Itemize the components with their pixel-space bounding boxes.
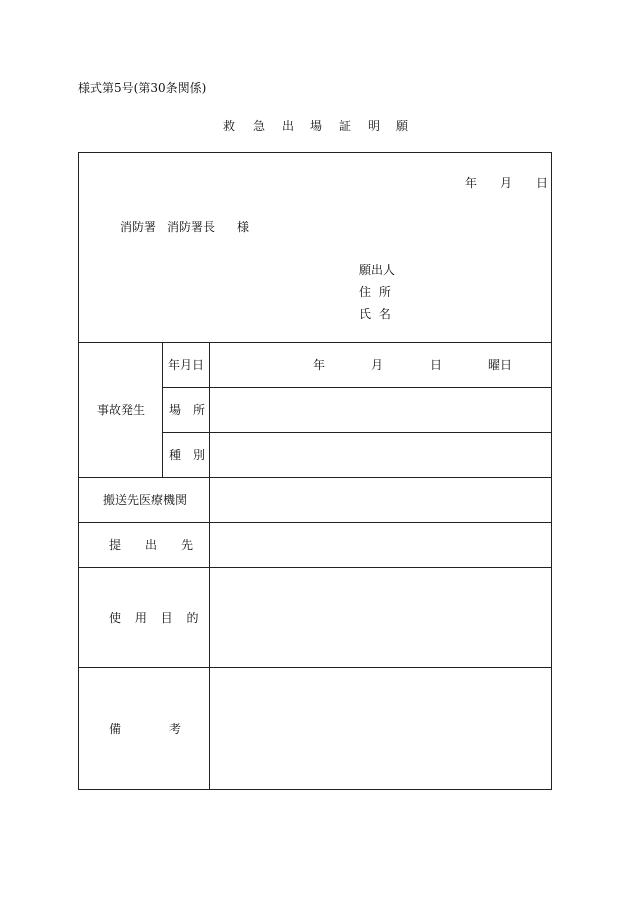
accident-type-label: 種 別 [169,448,206,462]
title-char: 出 [282,119,295,133]
applicant-address-label: 住 所 [359,285,393,299]
remarks-label-left: 備 [109,722,122,736]
date-year-label: 年 [465,176,478,190]
form-number: 様式第5号(第30条関係) [78,81,207,95]
date-month-label: 月 [500,176,513,190]
applicant-name-label: 氏 名 [359,307,393,321]
addressee-chief: 消防署長 [167,220,216,234]
accident-month-unit: 月 [371,358,384,372]
addressee-office: 消防署 [120,220,157,234]
title-char: 急 [253,119,266,133]
row-divider [78,342,552,343]
hospital-label: 搬送先医療機関 [103,493,188,507]
accident-section-label: 事故発生 [97,403,146,417]
date-day-label: 日 [536,176,549,190]
applicant-label: 願出人 [359,263,396,277]
title-char: 場 [310,119,323,133]
row-divider [162,432,552,433]
purpose-label: 使 用 目 的 [109,611,204,625]
row-divider [162,387,552,388]
remarks-label-right: 考 [169,722,182,736]
accident-date-label: 年月日 [168,358,205,372]
submit-to-label: 提 出 先 [109,538,194,552]
form-table [78,152,552,790]
row-divider [78,522,552,523]
title-char: 証 [339,119,352,133]
accident-place-label: 場 所 [169,403,206,417]
column-divider [209,342,210,790]
title-char: 願 [396,119,409,133]
accident-weekday-unit: 曜日 [488,358,513,372]
accident-year-unit: 年 [313,358,326,372]
row-divider [78,567,552,568]
column-divider [162,342,163,477]
row-divider [78,477,552,478]
addressee-honorific: 様 [237,220,250,234]
title-char: 救 [223,119,236,133]
title-char: 明 [368,119,381,133]
accident-day-unit: 日 [430,358,443,372]
row-divider [78,667,552,668]
